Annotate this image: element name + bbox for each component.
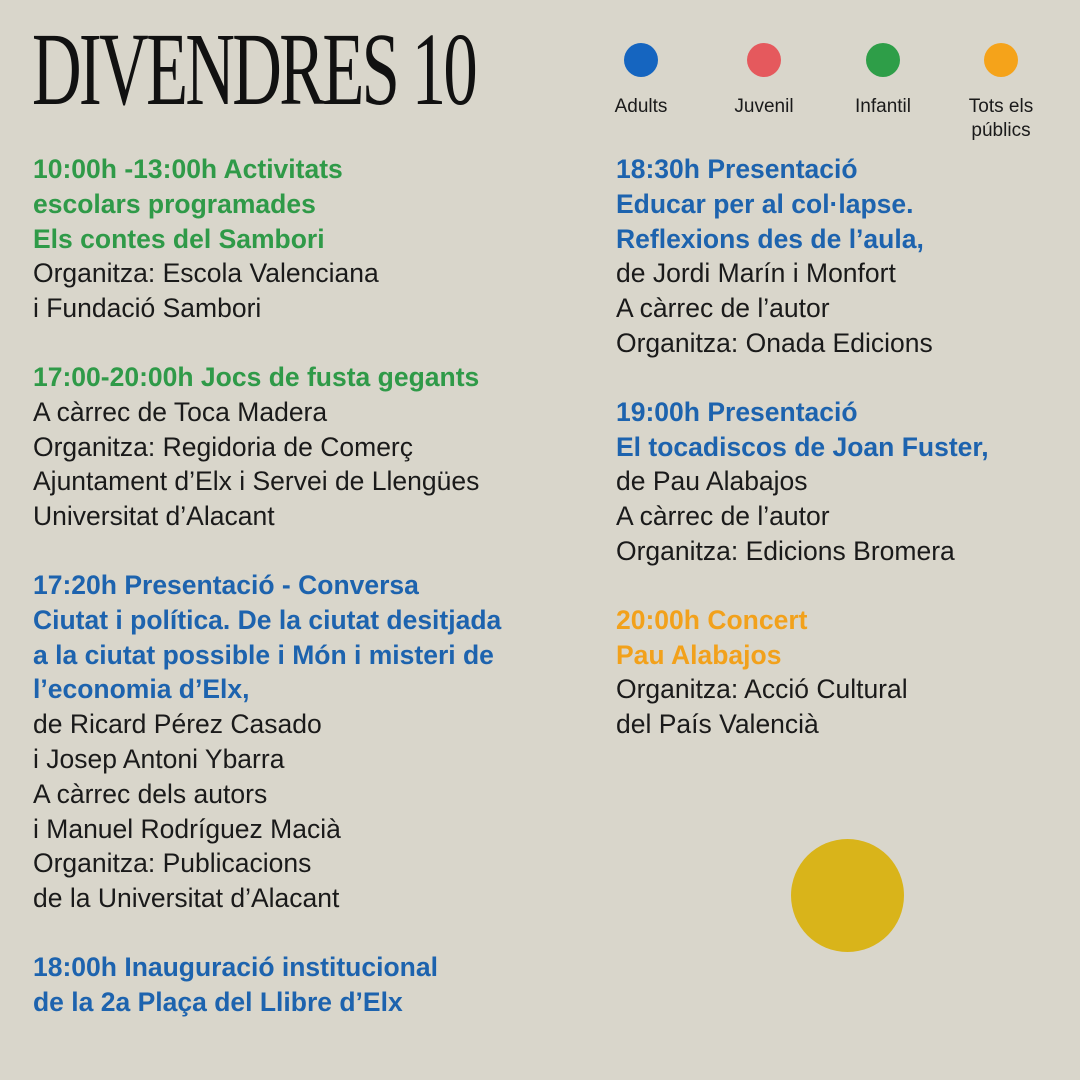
- event-detail-line: Universitat d’Alacant: [33, 501, 275, 532]
- legend-item-adults: [586, 40, 696, 119]
- event-detail-line: i Manuel Rodríguez Macià: [33, 813, 341, 844]
- event-detail-line: Organitza: Acció Cultural: [616, 674, 908, 705]
- legend-label: Adults: [614, 96, 668, 117]
- event-escolars: [33, 152, 578, 326]
- event-detail-line: Organitza: Edicions Bromera: [616, 535, 955, 566]
- event-heading-line: 10:00h -13:00h Activitats: [33, 154, 343, 184]
- legend-dot-adults: [624, 43, 658, 77]
- event-detail-line: A càrrec dels autors: [33, 778, 268, 809]
- event-heading-line: l’economia d’Elx,: [33, 674, 250, 705]
- event-detail-line: de Pau Alabajos: [616, 466, 808, 497]
- event-detail-line: Organitza: Onada Edicions: [616, 327, 933, 358]
- event-heading-line: Els contes del Sambori: [33, 223, 325, 254]
- events-column-left: [33, 152, 578, 1054]
- event-detail-line: i Josep Antoni Ybarra: [33, 743, 285, 774]
- event-tocadiscos: [616, 395, 1056, 569]
- event-inauguracio: [33, 950, 578, 1020]
- event-detail-line: A càrrec de l’autor: [616, 293, 830, 324]
- event-heading-line: Ciutat i política. De la ciutat desitjada: [33, 604, 502, 635]
- event-heading-line: El tocadiscos de Joan Fuster,: [616, 431, 989, 462]
- event-detail-line: de Ricard Pérez Casado: [33, 709, 322, 740]
- legend-dot-juvenil: [747, 43, 781, 77]
- event-heading-line: 20:00h Concert: [616, 604, 808, 635]
- decorative-yellow-circle: [791, 839, 904, 952]
- legend-item-juvenil: [709, 40, 819, 119]
- event-detail-line: Organitza: Regidoria de Comerç: [33, 431, 414, 462]
- event-jocs-fusta: [33, 360, 578, 534]
- event-detail-line: de la Universitat d’Alacant: [33, 883, 340, 914]
- event-heading-line: 18:30h Presentació: [616, 154, 858, 184]
- event-heading-line: Pau Alabajos: [616, 639, 782, 670]
- event-heading-line: Educar per al col·lapse.: [616, 188, 914, 219]
- event-detail-line: Organitza: Escola Valenciana: [33, 258, 379, 289]
- legend-dot-infantil: [866, 43, 900, 77]
- event-detail-line: A càrrec de Toca Madera: [33, 396, 328, 427]
- audience-legend: [598, 40, 1068, 150]
- legend-label: Infantil: [855, 96, 911, 117]
- event-heading-line: 17:00-20:00h Jocs de fusta gegants: [33, 361, 480, 392]
- event-detail-line: A càrrec de l’autor: [616, 501, 830, 532]
- event-heading-line: 19:00h Presentació: [616, 396, 858, 427]
- event-detail-line: de Jordi Marín i Monfort: [616, 258, 896, 289]
- event-detail-line: del País Valencià: [616, 709, 819, 740]
- legend-dot-tots: [984, 43, 1018, 77]
- legend-label: Juvenil: [734, 96, 794, 117]
- event-detail-line: Organitza: Publicacions: [33, 848, 312, 879]
- legend-item-infantil: [828, 40, 938, 119]
- event-heading-line: 17:20h Presentació - Conversa: [33, 569, 419, 600]
- event-educar-collapse: [616, 152, 1056, 361]
- event-heading-line: de la 2a Plaça del Llibre d’Elx: [33, 986, 403, 1017]
- event-heading-line: a la ciutat possible i Món i misteri de: [33, 639, 494, 670]
- event-detail-line: Ajuntament d’Elx i Servei de Llengües: [33, 466, 480, 497]
- events-column-right: [616, 152, 1056, 776]
- page-title: DIVENDRES 10: [32, 12, 476, 127]
- event-presentacio-conversa: [33, 568, 578, 916]
- legend-label: Tots els públics: [968, 96, 1034, 141]
- event-heading-line: Reflexions des de l’aula,: [616, 223, 924, 254]
- event-heading-line: escolars programades: [33, 188, 316, 219]
- legend-item-tots: [946, 40, 1056, 143]
- event-detail-line: i Fundació Sambori: [33, 293, 262, 324]
- event-heading-line: 18:00h Inauguració institucional: [33, 951, 438, 982]
- event-concert: [616, 603, 1056, 742]
